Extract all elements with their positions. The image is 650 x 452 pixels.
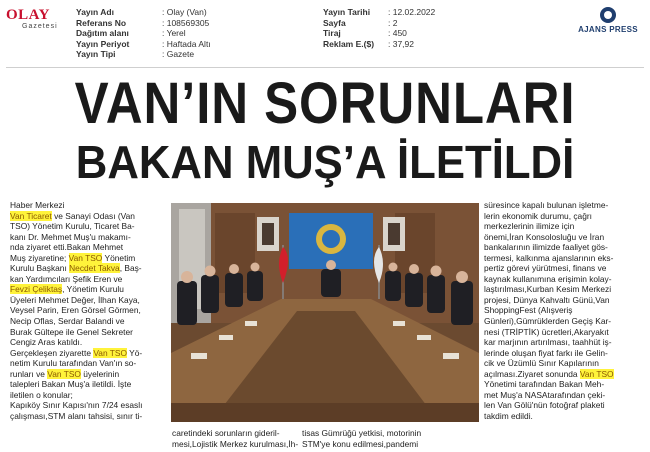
article-column-3 [302, 428, 421, 449]
article-line [484, 358, 644, 369]
headline-line-1: VAN’IN SORUNLARI [74, 71, 576, 136]
meta-key: Sayfa [323, 17, 346, 28]
article-line [484, 348, 644, 359]
article-line [10, 400, 168, 411]
article-line [10, 274, 168, 285]
meta-right [323, 7, 435, 49]
meeting-photo [171, 203, 479, 422]
meta-value: : 2 [388, 17, 398, 28]
text-segment: Haber Merkezi [10, 200, 65, 210]
meta-row [323, 7, 435, 18]
article-line [10, 211, 168, 222]
article-line [10, 253, 168, 264]
text-segment: STM'ye konu edilmesi,pandemi [302, 438, 419, 449]
text-segment: Muş ziyaretine; [10, 252, 69, 263]
article-line [484, 379, 644, 390]
article-line [484, 369, 644, 380]
article-line [484, 200, 644, 211]
highlighted-term: Van TSO [68, 252, 103, 263]
article-line [10, 379, 168, 390]
text-segment: kaynak kullanımına erişimin kolay- [484, 273, 612, 284]
meta-value: : Gazete [162, 49, 195, 60]
meta-value: : Yerel [162, 28, 186, 39]
article-column-4 [484, 200, 644, 421]
text-segment: kan Yardımcıları Şefik Eren ve [10, 273, 123, 284]
meta-row [323, 18, 435, 29]
highlighted-term: Van TSO [579, 368, 614, 379]
meta-key: Yayın Periyot [76, 38, 130, 49]
text-segment: önemi,İran Konsolosluğu ve İran [484, 231, 605, 242]
article-column-2 [172, 428, 298, 449]
article-line [10, 221, 168, 232]
text-segment: runları ve [10, 368, 48, 379]
text-segment: Cengiz Aras katıldı. [10, 337, 83, 348]
text-segment: projesi, Dünya Kahvaltı Günü,Van [484, 294, 610, 305]
meta-key: Yayın Tipi [76, 49, 116, 60]
text-segment: kar marjının artırılması, taahhüt iş- [484, 337, 612, 348]
article-line [10, 358, 168, 369]
article-line [484, 316, 644, 327]
text-segment: bankalarının ilimizde faaliyet gös- [484, 242, 608, 253]
text-segment: laştırılması,Kurban Kesim Merkezi [484, 284, 612, 295]
article-line [484, 221, 644, 232]
article-line [484, 284, 644, 295]
text-segment: cik ve Üzümlü Sınır Kapılarının [484, 358, 599, 369]
text-segment: termesi, kalkınma ajanslarının eks- [484, 252, 614, 263]
article-line [484, 327, 644, 338]
text-segment: çalışması,STM alanı tahsisi, sınır ti- [10, 410, 143, 421]
meta-row [76, 7, 211, 18]
article-line [10, 305, 168, 316]
meta-value: : 108569305 [162, 17, 210, 28]
article-line [10, 390, 168, 401]
meta-value: : 37,92 [388, 38, 414, 49]
text-segment: süresince kapalı bulunan işletme- [484, 200, 609, 210]
text-segment: üyelerinin [80, 368, 120, 379]
article-line [10, 263, 168, 274]
logo-sub: Gazetesi [22, 23, 58, 30]
meta-row [76, 49, 211, 60]
text-segment: Burak Gültepe ile Genel Sekreter [10, 326, 133, 337]
publication-logo [6, 8, 68, 30]
text-segment: Yönetim [102, 252, 136, 263]
text-segment: nda ziyaret etti.Bakan Mehmet [10, 242, 124, 253]
meta-row [76, 28, 211, 39]
highlighted-term: Van TSO [47, 368, 81, 379]
meta-value: : 450 [388, 28, 407, 39]
text-segment: netim Kurulu tarafından Van'ın so- [10, 358, 137, 369]
text-segment: Necip Oflas, Serdar Balandi ve [10, 316, 125, 327]
logo-word: OLAY [6, 7, 50, 23]
article-line [10, 411, 168, 422]
meta-key: Tiraj [323, 28, 341, 39]
article-column-1 [10, 200, 168, 421]
text-segment: len Van Gölü'nün fotoğraf plaketi [484, 400, 605, 411]
text-segment: tisas Gümrüğü yetkisi, motorinin [302, 428, 422, 438]
text-segment: , Baş- [119, 263, 142, 274]
article-line [302, 428, 421, 439]
agency-name: AJANS PRESS [578, 25, 638, 34]
text-segment: met Muş'a NASAtarafından çeki- [484, 389, 606, 400]
text-segment: lerin ekonomik durumu, çağrı [484, 210, 592, 221]
text-segment: , Yönetim Kurulu [62, 284, 124, 295]
meta-row [323, 28, 435, 39]
article-line [484, 390, 644, 401]
text-segment: caretindeki sorunların gideril- [172, 428, 280, 438]
headline-line-2: BAKAN MUŞ’A İLETİLDİ [75, 136, 575, 188]
meta-value: : 12.02.2022 [388, 7, 436, 17]
text-segment: ShoppingFest (Alışveriş [484, 305, 573, 316]
article-line [484, 211, 644, 222]
meta-row [76, 18, 211, 29]
meeting-photo-illustration [171, 203, 479, 422]
text-segment: açılması.Ziyaret sonunda [484, 368, 580, 379]
article-line [10, 337, 168, 348]
text-segment: kanı Dr. Mehmet Muş'u makamı- [10, 231, 131, 242]
text-segment: Günleri),Gümrüklerden Geçiş Kar- [484, 316, 612, 327]
highlighted-term: Van Ticaret [10, 210, 52, 221]
text-segment: pertiz görevi yürütmesi, finans ve [484, 263, 607, 274]
article-line [10, 284, 168, 295]
article-line [10, 316, 168, 327]
article-line [10, 242, 168, 253]
meta-value: : Olay (Van) [162, 7, 207, 17]
article-line [172, 428, 298, 439]
article-line [10, 232, 168, 243]
article-line [484, 242, 644, 253]
text-segment: iletilen o konular; [10, 389, 73, 400]
article-line [10, 295, 168, 306]
text-segment: takdim edildi. [484, 410, 533, 421]
text-segment: TSO) Yönetim Kurulu, Ticaret Ba- [10, 221, 135, 232]
highlighted-term: Necdet Takva [69, 263, 120, 274]
meta-key: Dağıtım alanı [76, 28, 129, 39]
text-segment: mesi,Lojistik Merkez kurulması,İh- [172, 438, 299, 449]
article-line [10, 327, 168, 338]
article-line [10, 348, 168, 359]
article-line [484, 263, 644, 274]
text-segment: Yönetimi tarafından Bakan Meh- [484, 379, 605, 390]
text-segment: lerinde oluşan fiyat farkı ile Gelin- [484, 347, 608, 358]
text-segment: merkezlerinin ilimize için [484, 221, 575, 232]
article-line [484, 295, 644, 306]
meta-key: Reklam E.($) [323, 38, 375, 49]
text-segment: Kapıköy Sınır Kapısı'nın 7/24 esaslı [10, 400, 143, 411]
meta-key: Yayın Tarihi [323, 7, 371, 17]
article-line [484, 411, 644, 422]
highlighted-term: Van TSO [93, 347, 127, 358]
meta-row [323, 39, 435, 50]
text-segment: ve Sanayi Odası (Van [51, 210, 135, 221]
meta-value: : Haftada Altı [162, 38, 211, 49]
article-line [172, 439, 298, 450]
article-line [484, 400, 644, 411]
agency-logo [571, 7, 645, 34]
text-segment: nesi (TRİPTİK) ücretleri,Akaryakıt [484, 326, 609, 337]
article-line [10, 200, 168, 211]
agency-emblem-icon [600, 7, 616, 23]
meta-left [76, 7, 211, 60]
text-segment: Üyeleri Mehmet Değer, İlhan Kaya, [10, 294, 140, 305]
article-line [484, 274, 644, 285]
text-segment: Yö- [127, 347, 143, 358]
article-line [10, 369, 168, 380]
article-line [302, 439, 421, 450]
meta-key: Referans No [76, 17, 127, 28]
article-line [484, 337, 644, 348]
text-segment: talepleri Bakan Muş'a iletildi. İşte [10, 379, 132, 390]
article-line [484, 253, 644, 264]
highlighted-term: Fevzi Çeliktaş [10, 284, 63, 295]
meta-row [76, 39, 211, 50]
text-segment: Gerçekleşen ziyarette [10, 347, 94, 358]
text-segment: Kurulu Başkanı [10, 263, 70, 274]
meta-key: Yayın Adı [76, 7, 114, 17]
article-line [484, 305, 644, 316]
text-segment: Veysel Parin, Eren Görsel Görmen, [10, 305, 141, 316]
article-line [484, 232, 644, 243]
header-divider [6, 67, 644, 68]
